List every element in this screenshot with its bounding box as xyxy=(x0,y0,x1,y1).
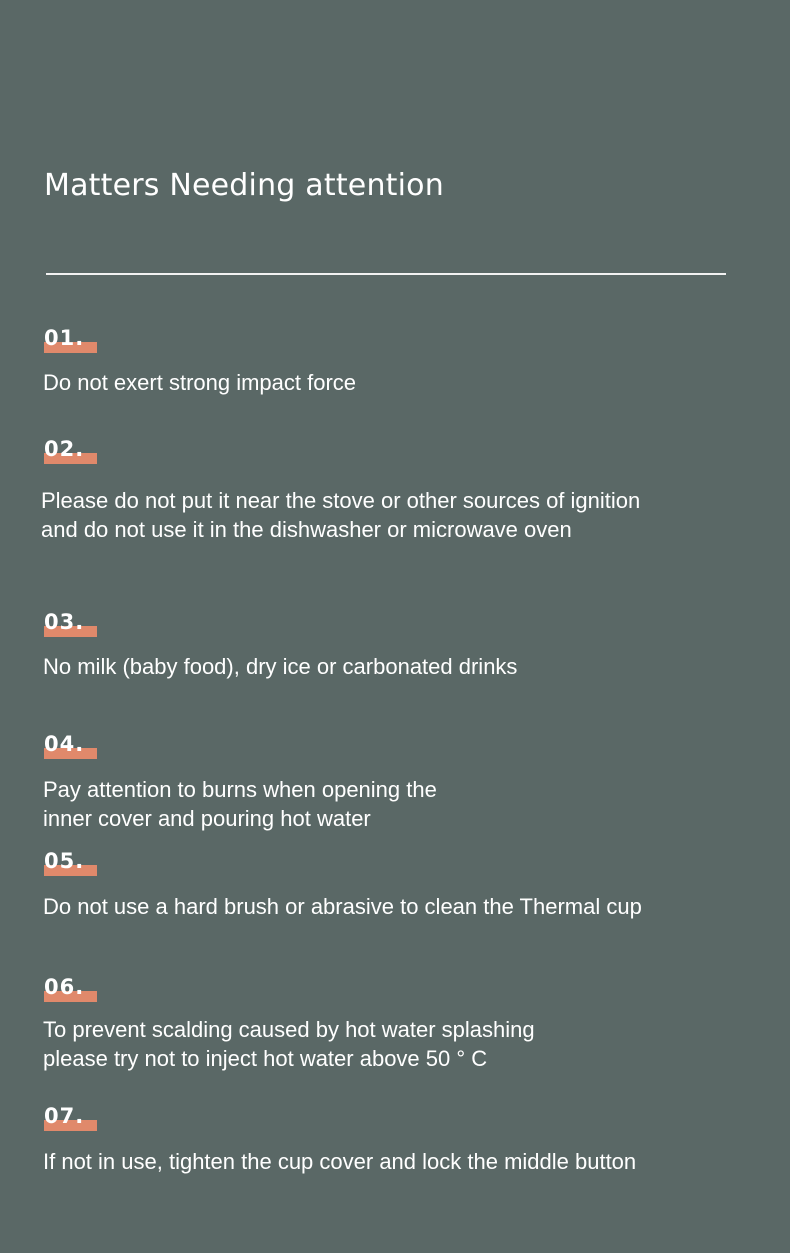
item-number-badge xyxy=(44,975,97,1002)
item-number-badge xyxy=(44,1104,97,1131)
item-line: and do not use it in the dishwasher or microwave oven xyxy=(41,517,572,542)
item-text xyxy=(43,892,642,921)
item-number: 02. xyxy=(44,437,85,461)
item-line: Do not use a hard brush or abrasive to clean the Thermal cup xyxy=(43,894,642,919)
item-number: 07. xyxy=(44,1104,85,1128)
item-number: 06. xyxy=(44,975,85,999)
item-line: please try not to inject hot water above 50 ° C xyxy=(43,1046,488,1071)
item-text xyxy=(43,1147,636,1176)
item-number-badge xyxy=(44,849,97,876)
item-line: No milk (baby food), dry ice or carbonated drinks xyxy=(43,654,518,679)
item-line: Pay attention to burns when opening the xyxy=(43,777,437,802)
item-text xyxy=(43,368,356,397)
item-line: If not in use, tighten the cup cover and lock the middle button xyxy=(43,1149,637,1174)
item-number: 05. xyxy=(44,849,85,873)
item-text xyxy=(43,775,437,833)
item-line: Do not exert strong impact force xyxy=(43,370,357,395)
item-line: Please do not put it near the stove or other sources of ignition xyxy=(41,488,641,513)
item-number-badge xyxy=(44,437,97,464)
page-title: Matters Needing attention xyxy=(44,168,444,203)
item-number-badge xyxy=(44,732,97,759)
item-number: 03. xyxy=(44,610,85,634)
title-divider xyxy=(46,273,726,275)
item-number: 01. xyxy=(44,326,85,350)
item-text xyxy=(41,486,640,544)
item-number-badge xyxy=(44,326,97,353)
item-number-badge xyxy=(44,610,97,637)
item-number: 04. xyxy=(44,732,85,756)
item-text xyxy=(43,1015,535,1073)
item-line: To prevent scalding caused by hot water splashing xyxy=(43,1017,535,1042)
item-text xyxy=(43,652,517,681)
item-line: inner cover and pouring hot water xyxy=(43,806,371,831)
